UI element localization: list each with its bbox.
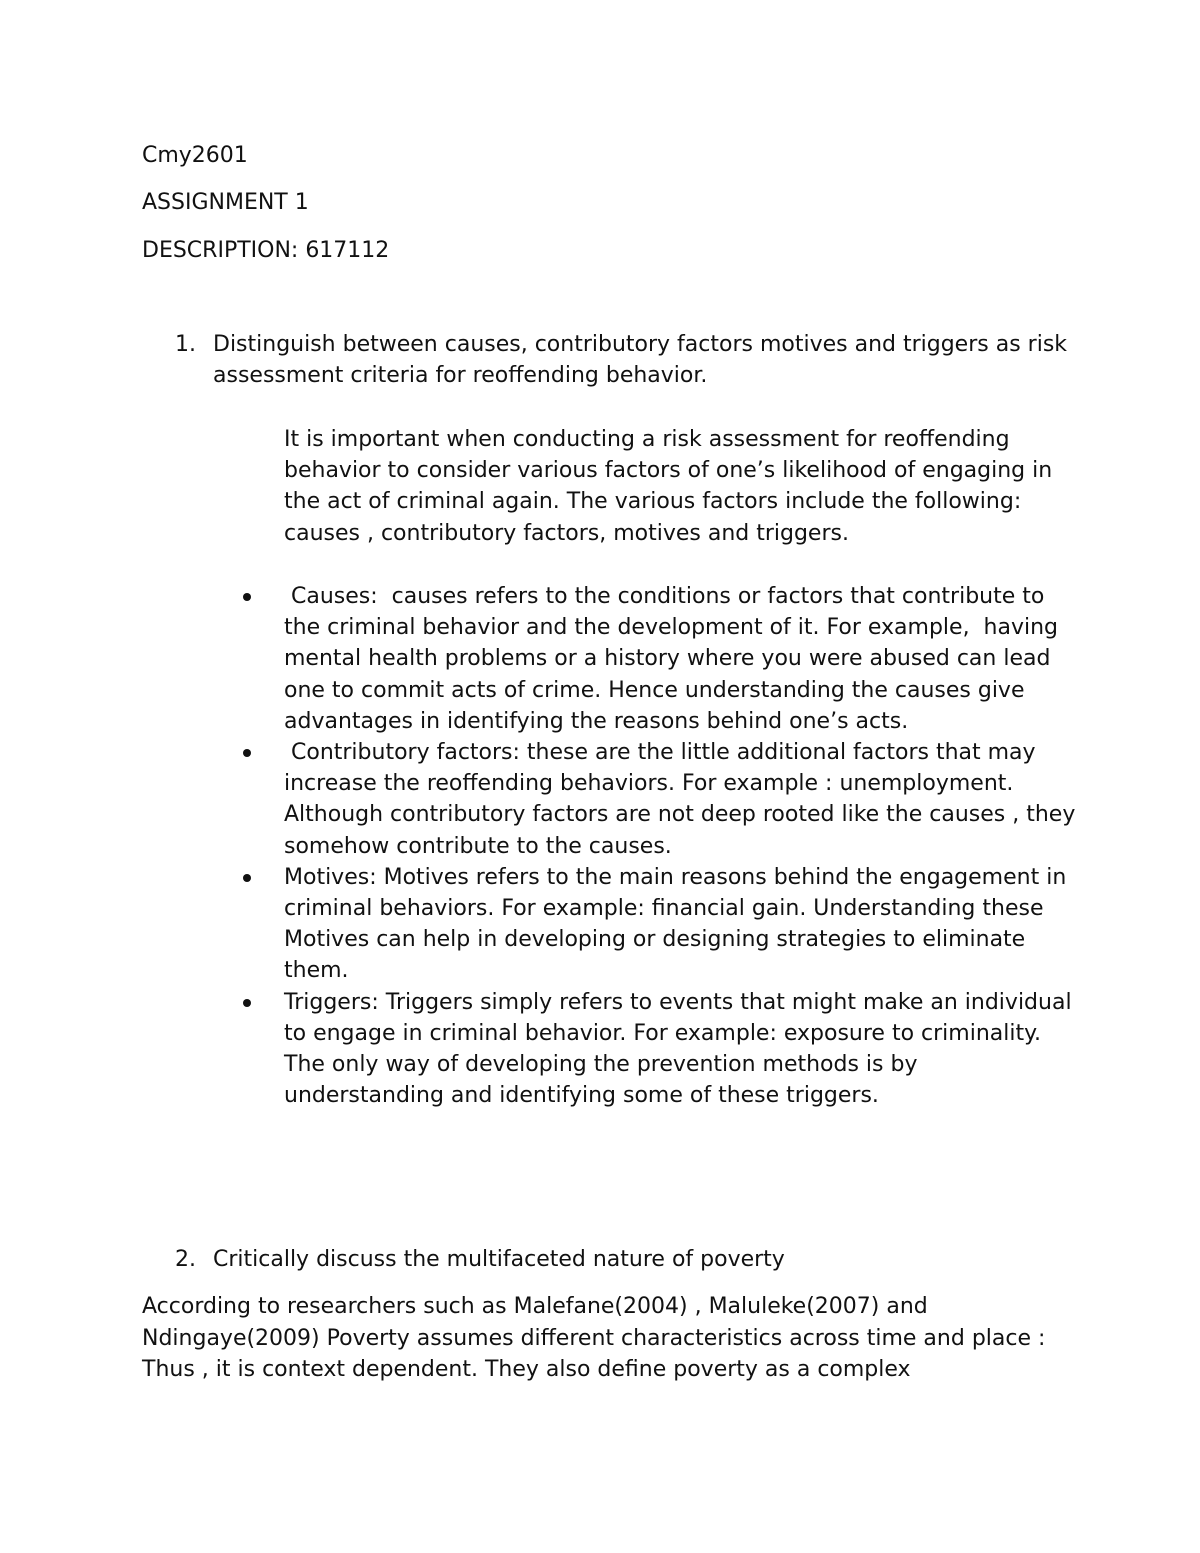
list-item-triggers [243, 987, 1083, 1112]
factor-list [243, 581, 1083, 1111]
list-item-causes [243, 581, 1083, 737]
question-2-answer: According to researchers such as Malefane(2004) , Maluleke(2007) and Ndingaye(2009) Poverty assumes different characteristics across time and place : Thus , it is context dependent. They also define poverty as a complex [142, 1294, 1046, 1382]
question-2-text: Critically discuss the multifaceted nature of poverty [213, 1247, 785, 1272]
question-2-number: 2. [175, 1247, 196, 1272]
bullet-icon [243, 593, 251, 601]
assignment-title: ASSIGNMENT 1 [142, 190, 309, 215]
list-item-motives [243, 862, 1083, 987]
list-item-text: Triggers: Triggers simply refers to events that might make an individual to engage in criminal behavior. For example: exposure to criminality. The only way of developing the prevention methods is by understanding and identifying some of these triggers. [284, 989, 1072, 1109]
description-line: DESCRIPTION: 617112 [142, 238, 390, 263]
list-item-text: Causes: causes refers to the conditions or factors that contribute to the criminal behavior and the development of it. For example, having mental health problems or a history where you were abused can lead one to commit acts of crime. Hence understanding the causes give advantages in identifying the reasons behind one’s acts. [284, 584, 1066, 734]
bullet-icon [243, 749, 251, 757]
list-item-contributory-factors [243, 737, 1083, 862]
list-item-text: Contributory factors: these are the little additional factors that may increase the reoffending behaviors. For example : unemployment. Although contributory factors are not deep rooted like the causes , they somehow contribute to the causes. [284, 740, 1083, 859]
list-item-text: Motives: Motives refers to the main reasons behind the engagement in criminal behaviors. For example: financial gain. Understanding these Motives can help in developing or designing strategies to eliminate them. [284, 864, 1067, 984]
course-code: Cmy2601 [142, 143, 248, 168]
question-1-number: 1. [175, 332, 196, 357]
question-1-text: Distinguish between causes, contributory factors motives and triggers as risk assessment criteria for reoffending behavior. [213, 332, 1068, 388]
bullet-icon [243, 874, 251, 882]
question-1-intro: It is important when conducting a risk assessment for reoffending behavior to consider various factors of one’s likelihood of engaging in the act of criminal again. The various factors include the following: causes , contributory factors, motives and triggers. [284, 427, 1053, 546]
bullet-icon [243, 999, 251, 1007]
